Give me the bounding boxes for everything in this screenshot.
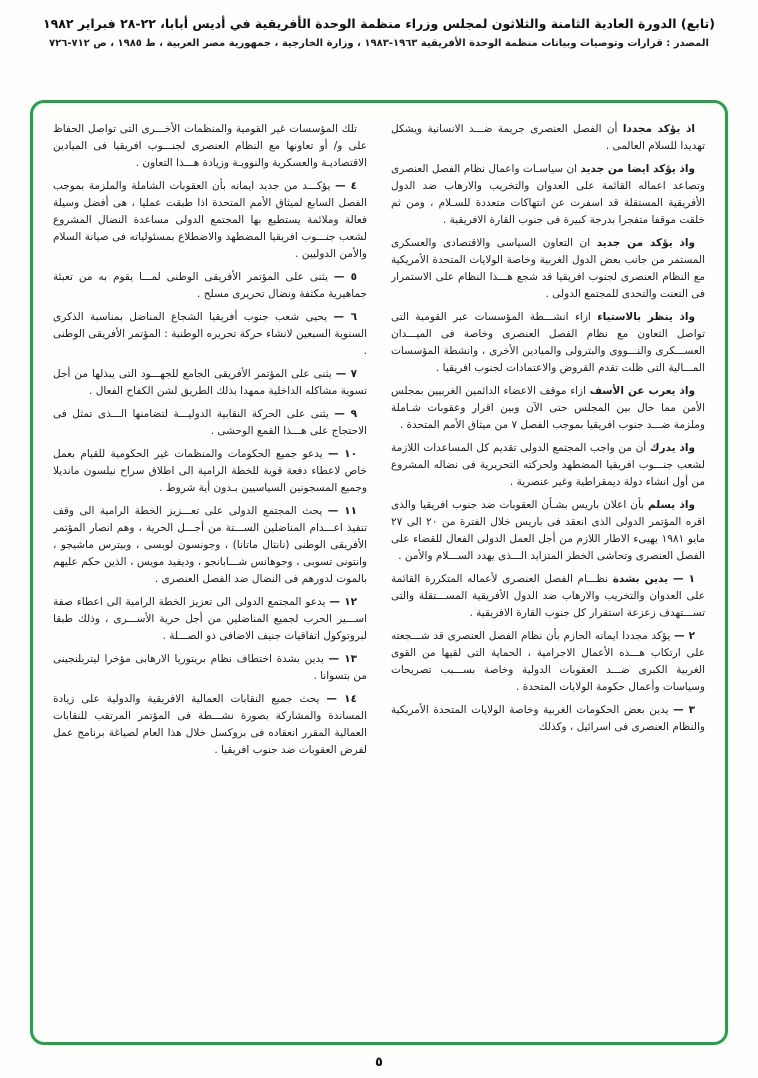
- paragraph-lead: ٦ —: [333, 311, 358, 323]
- text-columns: [53, 121, 705, 1024]
- paragraph: [391, 309, 705, 377]
- paragraph-text: يثنى على المؤتمر الأفريقى الوطنى لمـــا يقوم به من تعبئة جماهيرية مكثفة ونضال تحريرى مسلح .: [53, 271, 367, 300]
- paragraph: [391, 628, 705, 696]
- paragraph-lead: ٣ —: [673, 704, 695, 716]
- paragraph: [53, 406, 367, 440]
- paragraph-lead: ٩ —: [334, 408, 358, 420]
- paragraph-text: بأن اعلان باريس بشـأن العقوبات ضد جنوب افريقيا والذى اقره المؤتمر الدولى الذى انعقد فى باريس خلال الفترة من ٢٠ الى ٢٧ مايو ١٩٨١ يهيىء الاطار اللازم من أجل العمل الدولى الفعال للقضاء على الفصل العنصرى وتحاشى الخطر المتزايد الـــذى يهدد الســـلام والأمن .: [391, 499, 705, 562]
- paragraph-text: يؤكد مجددا ايمانه الحازم بأن نظام الفصل العنصرى قد شـــجعته على ارتكاب هـــذه الأعمال الاجرامية ، الحماية التى لقيها من القوى الغربية الكبرى ضـــد العقوبات الدولية وخاصة بســـبب تصريحات وسياسات وأعمال حكومة الولايات المتحدة .: [391, 630, 705, 693]
- paragraph-text: ازاء موقف الاعضاء الدائمين الغربيين بمجلس الأمن مما حال بين المجلس حتى الآن وبين اقرار وعقوبات شـاملة وملزمة ضـــد جنوب افريقيا بموجب الفصل ٧ من ميثاق الأمم المتحدة .: [391, 385, 705, 431]
- paragraph: [53, 309, 367, 360]
- paragraph-lead: ١١ —: [327, 505, 357, 517]
- column-left: [53, 121, 367, 1024]
- paragraph-text: يثنى على المؤتمر الأفريقى الجامع للجهـــود التى يبذلها من أجل تسوية مشاكله الداخلية ممهدا بذلك الطريق لشن الكفاح الفعال .: [53, 368, 367, 397]
- paragraph: [53, 366, 367, 400]
- paragraph-lead: ١٤ —: [326, 693, 357, 705]
- paragraph-text: أن من واجب المجتمع الدولى تقديم كل المساعدات اللازمة لشعب جنـــوب افريقيا المضطهد ولحركته التحريرية فى نضاله المشروع من أول انشاء دولة ديمقراطية وغير عنصرية .: [391, 442, 705, 488]
- paragraph-text: يحث المجتمع الدولى على تعـــزيز الخطة الرامية الى وقف تنفيذ اعـــدام المناضلين الســـتة من أجـــل الحرية ، وهم انصار المؤتمر الأفريقى الوطنى (نانتال ماتانا) ، وجونسون لوبسى ، وبيترس ماشيجو ، وانتونى تسوبى ، وجوهانس شـــابانجو ، وديفيد مويس ، الذين حكم عليهم بالموت لدورهم فى النضال ضد الفصل العنصرى .: [53, 505, 367, 585]
- paragraph-text: ان التعاون السياسى والاقتصادى والعسكرى المستمر من جانب بعض الدول الغربية وخاصة الولايات المتحدة الأمريكية مع النظام العنصرى لجنوب افريقيا قد شجع هـــذا النظام على الاستمرار فى التعنت والتحدى للمجتمع الدولى .: [391, 237, 705, 300]
- paragraph-text: يحيى شعب جنوب أفريقيا الشجاع المناضل بمناسبة الذكرى السنوية السبعين لانشاء حركة تحريره الوطنية : المؤتمر الأفريقى الوطنى .: [53, 311, 367, 357]
- paragraph: [391, 497, 705, 565]
- paragraph-lead: ٢ —: [674, 630, 695, 642]
- paragraph: [53, 178, 367, 263]
- paragraph: [391, 161, 705, 229]
- paragraph: [53, 446, 367, 497]
- paragraph-lead: ١٣ —: [328, 653, 358, 665]
- paragraph-text: أن الفصل العنصرى جريمة ضـــد الانسانية ويشكل تهديدا للسلام العالمى .: [391, 123, 705, 152]
- paragraph-text: يدين بعض الحكومات الغربية وخاصة الولايات المتحدة الأمريكية والنظام العنصرى فى اسرائيل ، وكذلك: [391, 704, 705, 733]
- paragraph-lead: واذ يعرب عن الأسف: [589, 385, 695, 397]
- paragraph-lead: ١٠ —: [328, 448, 357, 460]
- paragraph-lead: واذ يؤكد ايضا من جديد: [580, 163, 695, 175]
- page-number: ٥: [375, 1055, 383, 1070]
- paragraph-lead: ٥ —: [333, 271, 358, 283]
- paragraph: [53, 594, 367, 645]
- paragraph: [391, 235, 705, 303]
- paragraph-text: نظـــام الفصل العنصرى لأعماله المتكررة القائمة على العدوان والتخريب والارهاب ضد الدول الأفريقية المســـتقلة والتى تســـتهدف زعزعة استقرار كل جنوب القارة الافريقية .: [391, 573, 705, 619]
- paragraph-lead: واذ يسلم: [648, 499, 695, 511]
- paragraph: [53, 503, 367, 588]
- paragraph-text: يحث جميع النقابات العمالية الافريقية والدولية على زيادة المساندة والمشاركة بصورة نشـــطة فى المؤتمر المرتقب للنقابات العمالية المقرر انعقاده فى بروكسل خلال هذا العام لصياغة برنامج عمل لفرض العقوبات ضد جنوب افريقيا .: [53, 693, 367, 756]
- paragraph: [53, 121, 367, 172]
- paragraph: [53, 651, 367, 685]
- paragraph: [391, 440, 705, 491]
- paragraph: [391, 571, 705, 622]
- paragraph-lead: واذ يدرك: [649, 442, 695, 454]
- paragraph-text: يثنى على الحركة النقابية الدوليـــة لتضامنها الـــذى تمثل فى الاحتجاج على هـــذا القمع الوحشى .: [53, 408, 367, 437]
- paragraph-text: يؤكـــد من جديد ايمانه بأن العقوبات الشاملة والملزمة بموجب الفصل السابع لميثاق الأمم المتحدة اذا طبقت عمليا ، هى أفضل وسيلة فعالة وملائمة يستطيع بها المجتمع الدولى مساعدة النضال المشروع لشعب جنـــوب افريقيا المضطهد والاضطلاع بمسئولياته فى صيانة السلام والأمن الدوليين .: [53, 180, 367, 260]
- column-right: [391, 121, 705, 1024]
- document-frame: [30, 100, 728, 1045]
- header-source: المصدر : قرارات وتوصيات وبيانات منظمة الوحدة الأفريقية ١٩٦٣-١٩٨٣ ، وزارة الخارجية ، جمهورية مصر العربية ، ط ١٩٨٥ ، ص ٧١٢-٧٢٦: [49, 38, 709, 49]
- paragraph: [391, 383, 705, 434]
- paragraph-lead: اذ يؤكد مجددا: [622, 123, 695, 135]
- paragraph-text: ازاء انشـــطة المؤسسات عبر القومية التى تواصل التعاون مع نظام الفصل العنصرى وخاصة فى الميـــدان العســـكرى والنـــووى والبترولى والميادين الأخرى ، وانشطة المؤسسات المـــالية التى ظلت تقدم القروض والاعتمادات لجنوب افريقيا .: [391, 311, 705, 374]
- paragraph-lead: واذ يؤكد من جديد: [596, 237, 695, 249]
- paragraph-text: يدعو المجتمع الدولى الى تعزيز الخطة الرامية الى اعطاء صفة اســـير الحرب لجميع المناضلين من أجل حرية الأســـرى ، وذلك طبقا لبروتوكول اتفاقيات جنيف الاضافى ذو الصـــلة .: [53, 596, 367, 642]
- paragraph-lead: ١ — يدين بشدة: [612, 573, 695, 585]
- paragraph-text: يدين بشدة اختطاف نظام بريتوريا الارهابى مؤخرا ليتربلنجينى من بتسوانا .: [53, 653, 367, 682]
- paragraph: [391, 702, 705, 736]
- paragraph: [53, 691, 367, 759]
- paragraph: [53, 269, 367, 303]
- paragraph-lead: ٧ —: [335, 368, 358, 380]
- paragraph-lead: واذ ينظر بالاستياء: [597, 311, 696, 323]
- paragraph-lead: ١٢ —: [329, 596, 358, 608]
- header-title: (تابع) الدورة العادية الثامنة والثلاثون لمجلس وزراء منظمة الوحدة الأفريقية في أديس أبابا، ٢٢-٢٨ فبراير ١٩٨٢: [43, 16, 715, 31]
- paragraph: [391, 121, 705, 155]
- paragraph-lead: ٤ —: [335, 180, 358, 192]
- paragraph-text: ان سياسـات واعمال نظام الفصل العنصرى وتصاعد اعماله القائمة على العدوان والتخريب والارهاب ضد الدول الأفريقية المستقلة قد اسفرت عن انتهاكات متعددة للسـلام ، ومن ثم خلقت موقفا متفجرا بدرجة كبيرة فى جنوب القارة الافريقية .: [391, 163, 705, 226]
- document-header: [0, 0, 758, 49]
- paragraph-text: يدعو جميع الحكومات والمنظمات غير الحكومية للقيام بعمل خاص لاعطاء دفعة قوية للخطة الرامية الى اطلاق سراح نيلسون مانديلا وجميع المسجونين السياسيين بـدون أية شروط .: [53, 448, 367, 494]
- paragraph-text: تلك المؤسسات غير القومية والمنظمات الأخـــرى التى تواصل الحفاظ على و/ أو تعاونها مع النظام العنصرى لجنـــوب افريقيا فى الميادين الاقتصاديـة والعسكرية والنوويـة وزيادة هـــذا التعاون .: [53, 123, 367, 169]
